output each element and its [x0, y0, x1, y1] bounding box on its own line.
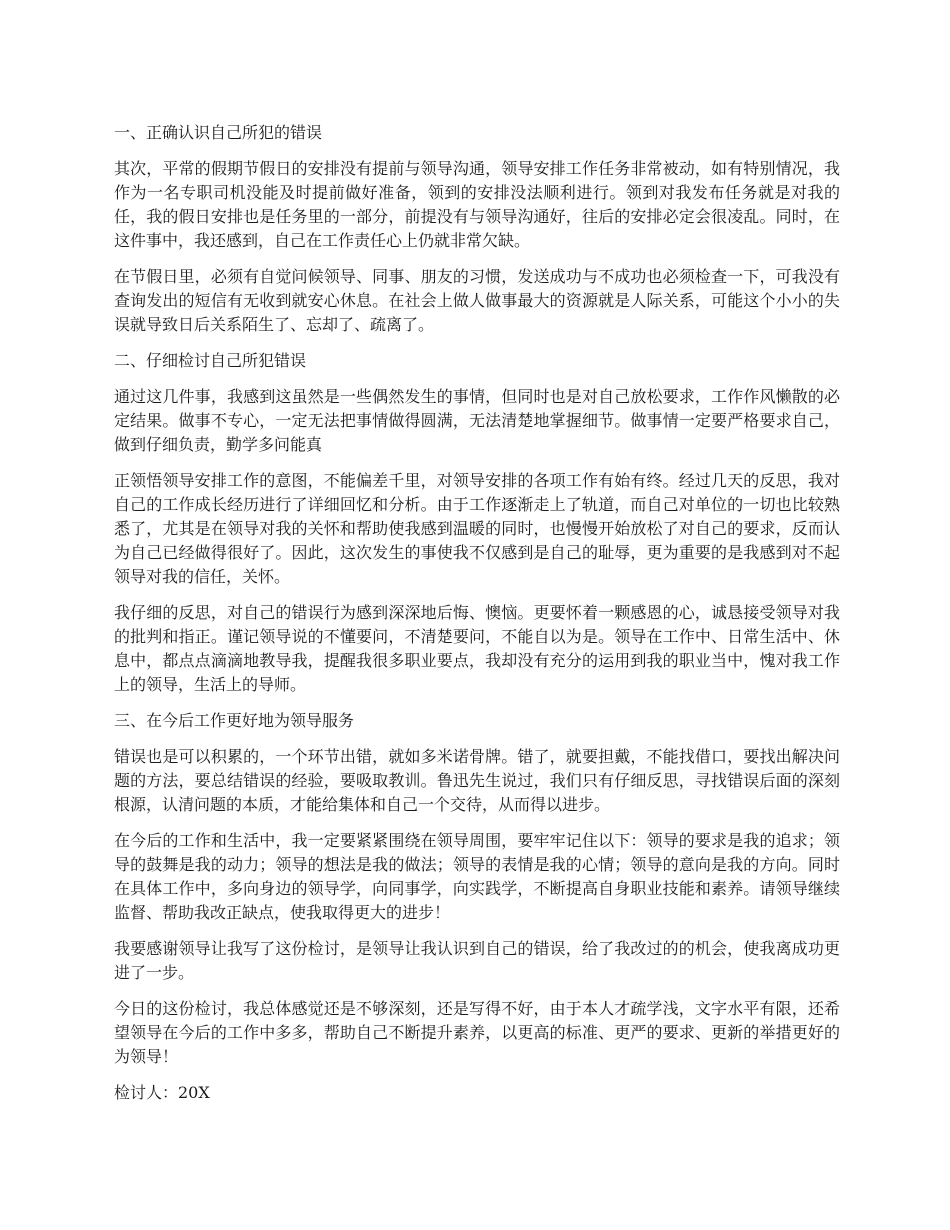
section-heading-2: 二、仔细检讨自己所犯错误 — [114, 351, 307, 370]
paragraph: 正领悟领导安排工作的意图，不能偏差千里，对领导安排的各项工作有始有终。经过几天的反思，我对自己的工作成长经历进行了详细回忆和分析。由于工作逐渐走上了轨道，而自己对单位的一切也比较熟悉了，尤其是在领导对我的关怀和帮助使我感到温暖的同时，也慢慢开始放松了对自己的要求，反而认为自己已经做得很好了。因此，这次发生的事使我不仅感到是自己的耻辱，更为重要的是我感到对不起领导对我的信任，关怀。 — [114, 471, 840, 586]
paragraph: 我仔细的反思，对自己的错误行为感到深深地后悔、懊恼。更要怀着一颗感恩的心，诚恳接受领导对我的批判和指正。谨记领导说的不懂要问，不清楚要问，不能自以为是。领导在工作中、日常生活中、休息中，都点点滴滴地教导我，提醒我很多职业要点，我却没有充分的运用到我的职业当中，愧对我工作上的领导，生活上的导师。 — [114, 603, 840, 694]
signature-line: 检讨人：20X — [114, 1083, 210, 1102]
paragraph: 在今后的工作和生活中，我一定要紧紧围绕在领导周围，要牢牢记住以下：领导的要求是我的追求；领导的鼓舞是我的动力；领导的想法是我的做法；领导的表情是我的心情；领导的意向是我的方向。同时在具体工作中，多向身边的领导学，向同事学，向实践学，不断提高自身职业技能和素养。请领导继续监督、帮助我改正缺点，使我取得更大的进步！ — [114, 831, 840, 922]
paragraph: 错误也是可以积累的，一个环节出错，就如多米诺骨牌。错了，就要担戴，不能找借口，要找出解决问题的方法，要总结错误的经验，要吸取教训。鲁迅先生说过，我们只有仔细反思，寻找错误后面的深刻根源，认清问题的本质，才能给集体和自己一个交待，从而得以进步。 — [114, 747, 840, 814]
paragraph: 在节假日里，必须有自觉问候领导、同事、朋友的习惯，发送成功与不成功也必须检查一下，可我没有查询发出的短信有无收到就安心休息。在社会上做人做事最大的资源就是人际关系，可能这个小小的失误就导致日后关系陌生了、忘却了、疏离了。 — [114, 267, 840, 334]
document-body — [114, 121, 840, 1117]
section-heading-3: 三、在今后工作更好地为领导服务 — [114, 711, 355, 730]
paragraph: 我要感谢领导让我写了这份检讨，是领导让我认识到自己的错误，给了我改过的的机会，使我离成功更进了一步。 — [114, 939, 840, 982]
paragraph: 其次，平常的假期节假日的安排没有提前与领导沟通，领导安排工作任务非常被动，如有特别情况，我作为一名专职司机没能及时提前做好准备，领到的安排没法顺利进行。领到对我发布任务就是对我的任，我的假日安排也是任务里的一部分，前提没有与领导沟通好，往后的安排必定会很凌乱。同时，在这件事中，我还感到，自己在工作责任心上仍就非常欠缺。 — [114, 159, 840, 250]
paragraph: 今日的这份检讨，我总体感觉还是不够深刻，还是写得不好，由于本人才疏学浅，文字水平有限，还希望领导在今后的工作中多多，帮助自己不断提升素养，以更高的标准、更严的要求、更新的举措更好的为领导！ — [114, 999, 840, 1066]
section-heading-1: 一、正确认识自己所犯的错误 — [114, 123, 323, 142]
paragraph: 通过这几件事，我感到这虽然是一些偶然发生的事情，但同时也是对自己放松要求，工作作风懒散的必定结果。做事不专心，一定无法把事情做得圆满，无法清楚地掌握细节。做事情一定要严格要求自己，做到仔细负责，勤学多问能真 — [114, 387, 840, 454]
